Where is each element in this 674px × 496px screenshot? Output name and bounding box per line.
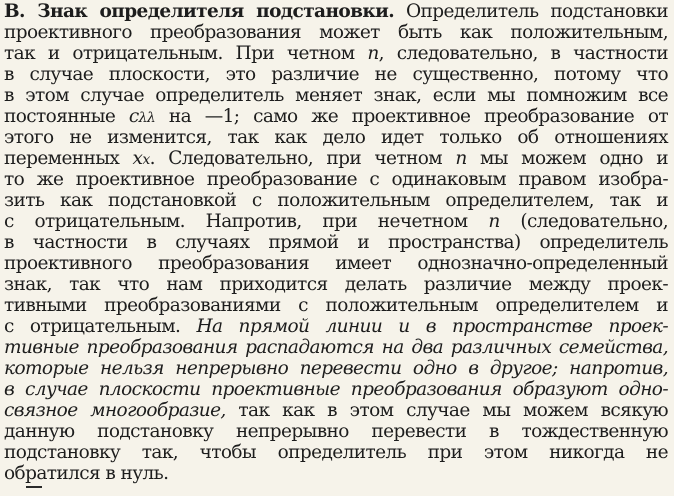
text-line [4, 105, 668, 128]
text-segment: подстановку так, чтобы определитель при этом никогда не [4, 442, 668, 463]
text-line [4, 357, 668, 380]
text-segment: мы можем одно и [466, 148, 668, 169]
text-segment: зить как подстановкой с положительным определителем, так и [4, 190, 668, 211]
text-line [4, 441, 668, 464]
italic-text-segment: На прямой линии и в пространстве проек- [196, 316, 668, 337]
text-segment: (следовательно, [499, 211, 668, 232]
section-heading: В. Знак определителя подстановки. [4, 1, 395, 22]
text-line [4, 84, 668, 107]
text-segment: в частности в случаях прямой и пространства) определитель [4, 232, 668, 253]
text-line [4, 294, 668, 317]
text-segment: проективного преобразования может быть как положительным, [4, 22, 668, 43]
text-segment: постоянные [4, 106, 129, 127]
text-segment: Определитель подстановки [394, 1, 668, 22]
text-line [4, 21, 668, 44]
text-line [4, 252, 668, 275]
text-segment: . Следовательно, при четном [149, 148, 456, 169]
math-symbol: n [488, 211, 500, 232]
italic-text-segment: в случае плоскости проективные преобразования образуют одно- [4, 379, 668, 400]
text-segment: с отрицательным. [4, 316, 197, 337]
text-segment: этого не изменится, так как дело идет только об отношениях [4, 127, 668, 148]
text-line [4, 126, 668, 149]
text-line [4, 399, 668, 422]
math-subscript: λλ [138, 110, 156, 126]
text-line [4, 63, 668, 86]
text-line [4, 231, 668, 254]
text-segment: в случае плоскости, это различие не существенно, потому что [4, 64, 668, 85]
text-segment: то же проективное преобразование с одинаковым правом изобра- [4, 169, 668, 190]
text-segment: знак, так что нам приходится делать различие между проек- [4, 274, 668, 295]
text-segment: проективного преобразования имеет однозначно-определенный [4, 253, 668, 274]
text-line [4, 420, 668, 443]
math-symbol: x [132, 148, 143, 169]
text-segment: в этом случае определитель меняет знак, если мы помножим все [4, 85, 668, 106]
text-segment: переменных [4, 148, 133, 169]
text-segment: данную подстановку непрерывно перевести в тождественную [4, 421, 668, 442]
text-line [4, 378, 668, 401]
math-symbol: c [128, 106, 139, 127]
text-line [4, 273, 668, 296]
text-segment: тивными преобразованиями с положительным определителем и [4, 295, 668, 316]
text-line [4, 210, 668, 233]
text-line [4, 0, 668, 23]
italic-text-segment: тивные преобразования распадаются на два различных семейства, [4, 337, 668, 358]
text-line [4, 189, 668, 212]
text-segment: так как в этом случае мы можем всякую [225, 400, 668, 421]
text-line [4, 336, 668, 359]
math-symbol: n [455, 148, 467, 169]
text-segment: на —1; само же проективное преобразование от [155, 106, 668, 127]
math-symbol: n [367, 43, 379, 64]
math-subscript: x [142, 152, 150, 168]
text-segment: , следовательно, в частности [378, 43, 669, 64]
text-line [4, 42, 668, 65]
text-line [4, 168, 668, 191]
italic-text-segment: которые нельзя непрерывно перевести одно в другое; напротив, [4, 358, 668, 379]
text-line [4, 315, 668, 338]
text-line [4, 462, 668, 485]
text-segment: так и отрицательным. При четном [4, 43, 368, 64]
italic-text-segment: связное многообразие, [4, 400, 226, 421]
text-segment: с отрицательным. Напротив, при нечетном [4, 211, 489, 232]
text-segment: обратился в нуль. [4, 463, 169, 484]
text-line [4, 147, 668, 170]
